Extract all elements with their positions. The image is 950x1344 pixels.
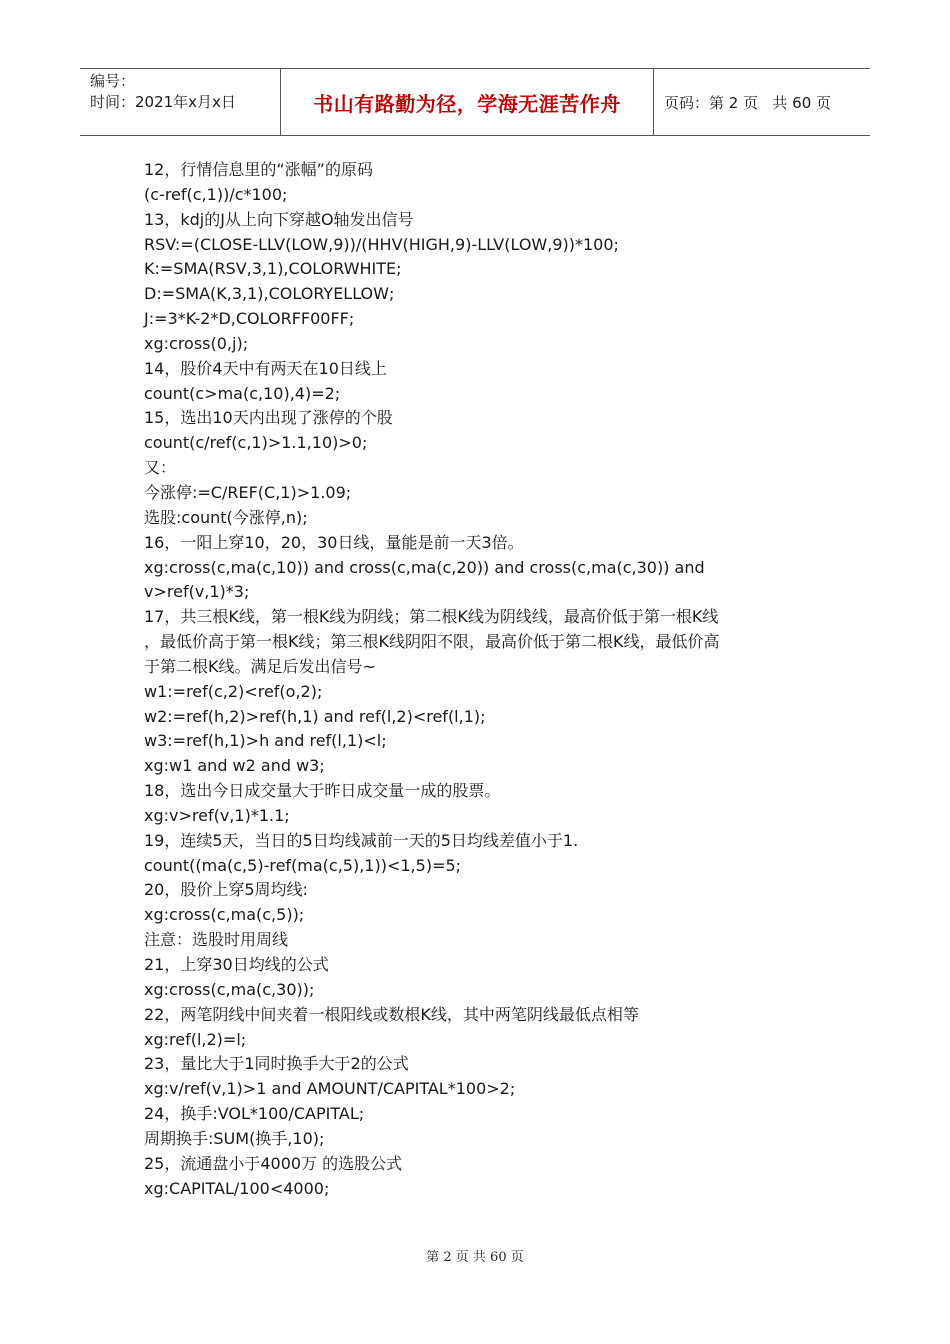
text-line: xg:v>ref(v,1)*1.1; [144,805,290,825]
text-line: J:=3*K-2*D,COLORFF00FF; [144,309,355,329]
text-line: 23，量比大于1同时换手大于2的公式 [144,1054,409,1074]
document-body [144,158,784,1201]
text-line: 14，股价4天中有两天在10日线上 [144,358,387,378]
text-line: xg:cross(0,j); [144,333,249,353]
header-motto: 书山有路勤为径，学海无涯苦作舟 [281,69,654,135]
number-label: 编号： [90,72,136,90]
text-line: count(c/ref(c,1)>1.1,10)>0; [144,433,368,453]
text-line: 13，kdj的J从上向下穿越O轴发出信号 [144,209,414,229]
text-line: K:=SMA(RSV,3,1),COLORWHITE; [144,259,402,279]
text-line: 注意：选股时用周线 [144,930,289,950]
page-header [80,68,870,136]
page-footer: 第 2 页 共 60 页 [426,1250,524,1265]
text-line: 25，流通盘小于4000万 的选股公式 [144,1153,403,1173]
text-line: 20，股价上穿5周均线: [144,880,308,900]
text-line: count(c>ma(c,10),4)=2; [144,383,341,403]
text-line: w3:=ref(h,1)>h and ref(l,1)<l; [144,731,387,751]
text-line: xg:cross(c,ma(c,10)) and cross(c,ma(c,20)) and cross(c,ma(c,30)) and [144,557,705,577]
text-line: (c-ref(c,1))/c*100; [144,184,288,204]
text-line: xg:v/ref(v,1)>1 and AMOUNT/CAPITAL*100>2; [144,1079,516,1099]
text-line: xg:CAPITAL/100<4000; [144,1178,330,1198]
text-line: 19，连续5天，当日的5日均线减前一天的5日均线差值小于1. [144,830,579,850]
text-line: 18，选出今日成交量大于昨日成交量一成的股票。 [144,781,501,801]
text-line: 又： [144,458,177,478]
text-line: 12，行情信息里的“涨幅”的原码 [144,160,373,179]
text-line: xg:cross(c,ma(c,30)); [144,979,315,999]
text-line: 16，一阳上穿10，20，30日线，量能是前一天3倍。 [144,532,524,552]
text-line: w2:=ref(h,2)>ref(h,1) and ref(l,2)<ref(l,1); [144,706,486,726]
text-line: xg:cross(c,ma(c,5)); [144,905,305,925]
header-meta [80,69,281,135]
text-line: xg:w1 and w2 and w3; [144,756,325,776]
text-line: v>ref(v,1)*3; [144,582,250,602]
text-line: xg:ref(l,2)=l; [144,1029,247,1049]
text-line: ，最低价高于第一根K线；第三根K线阴阳不限，最高价低于第二根K线，最低价高 [144,632,720,652]
header-page-info: 页码：第 2 页 共 60 页 [664,93,832,112]
text-line: D:=SMA(K,3,1),COLORYELLOW; [144,284,395,304]
text-line: count((ma(c,5)-ref(ma(c,5),1))<1,5)=5; [144,855,462,875]
text-line: 周期换手:SUM(换手,10); [144,1128,325,1148]
text-line: RSV:=(CLOSE-LLV(LOW,9))/(HHV(HIGH,9)-LLV(LOW,9))*100; [144,234,619,254]
time-label: 时间：2021年x月x日 [90,93,236,111]
text-line: 今涨停:=C/REF(C,1)>1.09; [144,482,352,502]
text-line: 于第二根K线。满足后发出信号~ [144,656,376,676]
text-line: 21，上穿30日均线的公式 [144,955,329,974]
text-line: 22，两笔阴线中间夹着一根阳线或数根K线，其中两笔阴线最低点相等 [144,1004,639,1024]
text-line: 15，选出10天内出现了涨停的个股 [144,408,393,428]
text-line: w1:=ref(c,2)<ref(o,2); [144,681,323,701]
text-line: 选股:count(今涨停,n); [144,507,308,527]
text-line: 17，共三根K线，第一根K线为阴线；第二根K线为阴线线，最高价低于第一根K线 [144,607,719,627]
text-line: 24，换手:VOL*100/CAPITAL; [144,1104,365,1124]
